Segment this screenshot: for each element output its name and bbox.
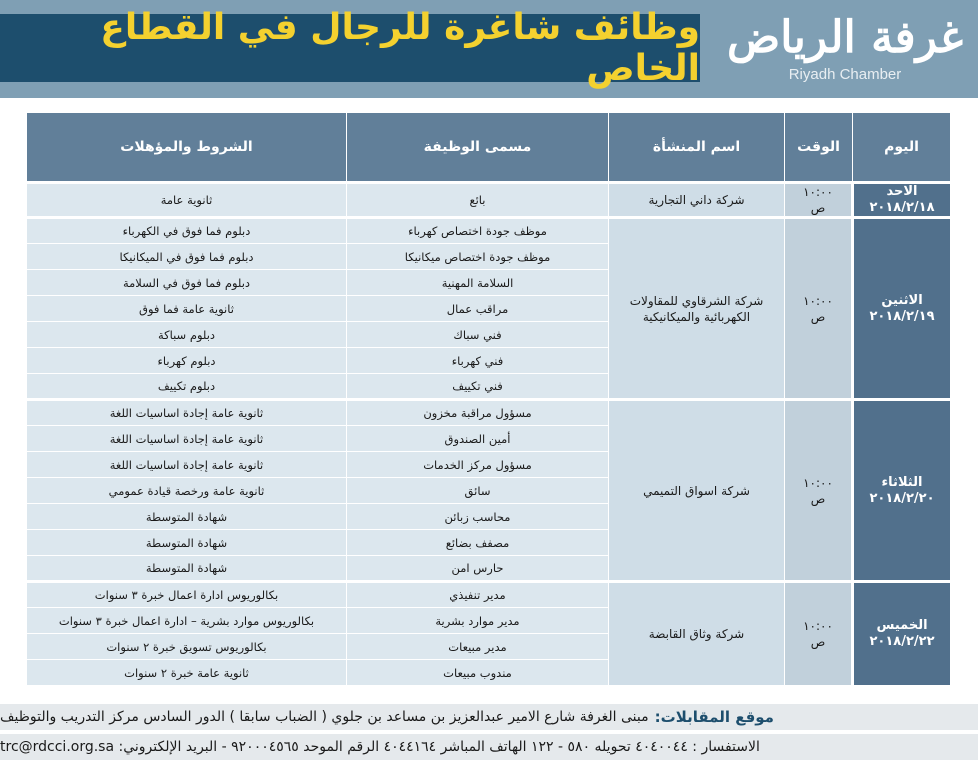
header-qualifications: الشروط والمؤهلات [27,113,347,183]
qualification-cell: دبلوم فما فوق في الكهرباء [27,218,347,244]
day-name: الاثنين [881,292,923,308]
qualification-cell: دبلوم تكييف [27,374,347,400]
company-cell: شركة داني التجارية [609,183,785,218]
job-title-cell: مسؤول مركز الخدمات [347,452,609,478]
jobs-table-wrapper [26,112,950,686]
time-value: ١٠:٠٠ [803,619,833,633]
time-value: ١٠:٠٠ [803,185,833,199]
contact-info-bar [0,734,978,760]
qualification-cell: بكالوريوس موارد بشرية – ادارة اعمال خبرة ٣ سنوات [27,608,347,634]
job-title-cell: أمين الصندوق [347,426,609,452]
table-header-row [27,113,951,183]
time-value: ١٠:٠٠ [803,293,833,308]
header-job-title: مسمى الوظيفة [347,113,609,183]
day-name: الاحد [886,184,918,199]
job-title-cell: بائع [347,183,609,218]
job-title-cell: سائق [347,478,609,504]
day-date: ٢٠١٨/٢/١٨ [869,200,935,215]
table-row [27,183,951,218]
time-period: ص [810,201,826,215]
time-cell [785,218,853,400]
company-cell: شركة اسواق التميمي [609,400,785,582]
job-title-cell: فني سباك [347,322,609,348]
day-name: الثلاثاء [881,474,923,490]
time-cell [785,582,853,686]
company-cell: شركة وثاق القابضة [609,582,785,686]
day-cell [853,400,951,582]
day-date: ٢٠١٨/٢/٢٢ [869,634,935,649]
job-title-cell: فني كهرباء [347,348,609,374]
logo-english-text: Riyadh Chamber [788,65,902,83]
job-title-cell: مندوب مبيعات [347,660,609,686]
page-title: وظائف شاغرة للرجال في القطاع الخاص [100,7,700,89]
time-cell [785,183,853,218]
qualification-cell: ثانوية عامة خبرة ٢ سنوات [27,660,347,686]
job-title-cell: مسؤول مراقبة مخزون [347,400,609,426]
location-text: مبنى الغرفة شارع الامير عبدالعزيز بن مساعد بن جلوي ( الضباب سابقا ) الدور السادس مركز التدريب والتوظيف [0,709,649,725]
qualification-cell: شهادة المتوسطة [27,556,347,582]
table-row [27,400,951,426]
job-title-cell: مدير تنفيذي [347,582,609,608]
qualification-cell: شهادة المتوسطة [27,504,347,530]
job-title-cell: مدير مبيعات [347,634,609,660]
qualification-cell: بكالوريوس تسويق خبرة ٢ سنوات [27,634,347,660]
day-date: ٢٠١٨/٢/٢٠ [869,490,935,506]
qualification-cell: ثانوية عامة إجادة اساسيات اللغة [27,452,347,478]
page-header [0,0,978,98]
qualification-cell: بكالوريوس ادارة اعمال خبرة ٣ سنوات [27,582,347,608]
qualification-cell: ثانوية عامة ورخصة قيادة عمومي [27,478,347,504]
qualification-cell: ثانوية عامة فما فوق [27,296,347,322]
job-title-cell: محاسب زبائن [347,504,609,530]
time-value: ١٠:٠٠ [803,475,833,490]
title-banner [0,7,700,89]
day-cell [853,183,951,218]
job-title-cell: مصفف بضائع [347,530,609,556]
qualification-cell: دبلوم سباكة [27,322,347,348]
qualification-cell: دبلوم فما فوق في الميكانيكا [27,244,347,270]
contact-text: الاستفسار : ٤٠٤٠٠٤٤ تحويله ٥٨٠ - ١٢٢ الهاتف المباشر ٤٠٤٤١٦٤ الرقم الموحد ٩٢٠٠٠٤٥٦٥ - البريد الإلكتروني: trc@rdcci.org.sa [0,739,760,755]
qualification-cell: ثانوية عامة إجادة اساسيات اللغة [27,400,347,426]
jobs-table [26,112,951,686]
company-cell: شركة الشرقاوي للمقاولات الكهربائية والميكانيكية [609,218,785,400]
day-cell [853,582,951,686]
time-period: ص [810,635,826,649]
logo-arabic-text: غرفة الرياض [727,11,963,63]
table-row [27,582,951,608]
job-title-cell: مدير موارد بشرية [347,608,609,634]
header-time: الوقت [785,113,853,183]
jobs-table-body [27,183,951,686]
job-title-cell: فني تكييف [347,374,609,400]
qualification-cell: ثانوية عامة إجادة اساسيات اللغة [27,426,347,452]
job-title-cell: مراقب عمال [347,296,609,322]
qualification-cell: ثانوية عامة [27,183,347,218]
job-title-cell: حارس امن [347,556,609,582]
day-date: ٢٠١٨/٢/١٩ [869,308,935,324]
qualification-cell: دبلوم كهرباء [27,348,347,374]
riyadh-chamber-logo [712,0,978,98]
location-label: موقع المقابلات: [654,708,774,726]
job-title-cell: موظف جودة اختصاص كهرباء [347,218,609,244]
qualification-cell: دبلوم فما فوق في السلامة [27,270,347,296]
day-name: الخميس [876,618,928,633]
qualification-cell: شهادة المتوسطة [27,530,347,556]
header-day: اليوم [853,113,951,183]
time-period: ص [810,309,826,324]
job-title-cell: السلامة المهنية [347,270,609,296]
header-company: اسم المنشأة [609,113,785,183]
day-cell [853,218,951,400]
interview-location-bar [0,704,978,730]
time-period: ص [810,491,826,506]
job-title-cell: موظف جودة اختصاص ميكانيكا [347,244,609,270]
time-cell [785,400,853,582]
table-row [27,218,951,244]
